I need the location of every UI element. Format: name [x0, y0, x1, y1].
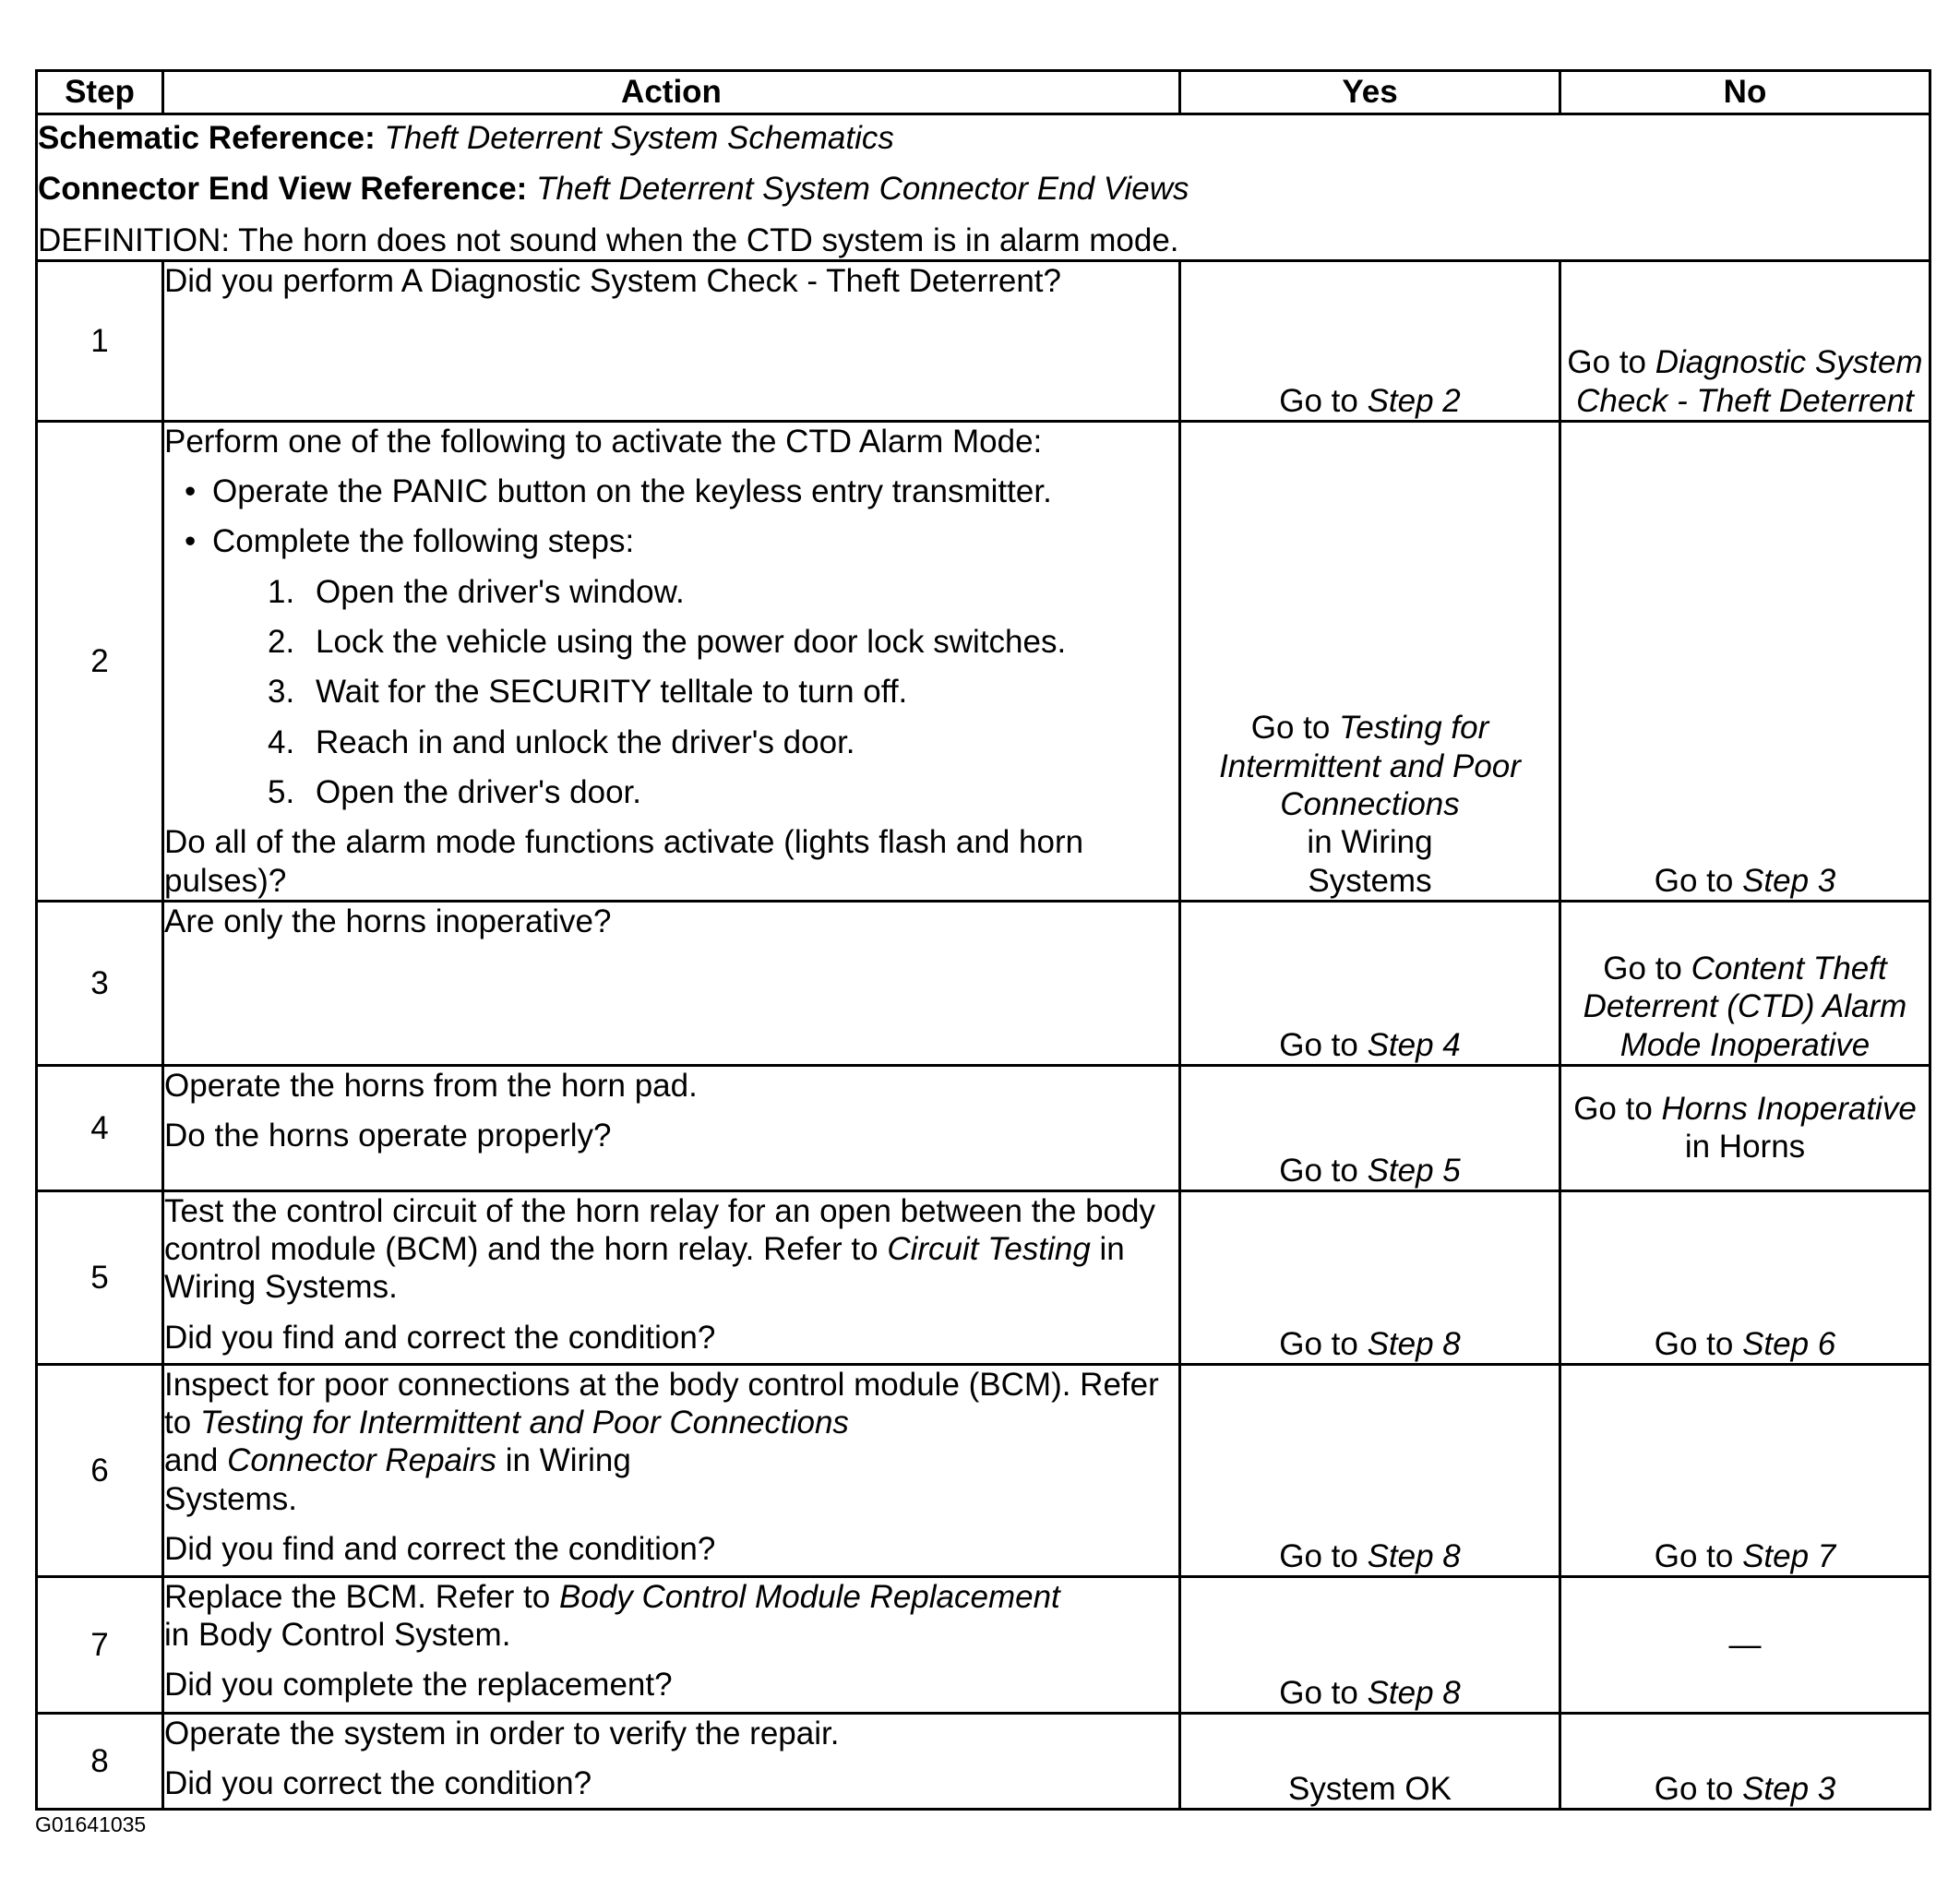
step-number: 4: [37, 1065, 163, 1190]
action-question: Did you correct the condition?: [164, 1765, 592, 1802]
result-link[interactable]: Step 8: [1367, 1537, 1461, 1574]
result-prefix: Go to: [1279, 1674, 1358, 1711]
yes-result: [1180, 1065, 1560, 1190]
result-link[interactable]: Step 2: [1367, 382, 1461, 419]
substep-item: [268, 673, 1178, 711]
result-prefix: Go to: [1250, 710, 1331, 747]
step-number: 2: [37, 421, 163, 901]
action-question: Did you find and correct the condition?: [164, 1531, 716, 1568]
step-row-5: [37, 1190, 1930, 1364]
header-no: No: [1560, 71, 1930, 114]
action-text: Operate the system in order to verify the repair.: [164, 1715, 840, 1752]
step-action: [163, 901, 1180, 1065]
step-action: [163, 1576, 1180, 1713]
step-row-7: [37, 1576, 1930, 1713]
action-question: Are only the horns inoperative?: [164, 903, 612, 939]
figure-id: G01641035: [35, 1812, 147, 1836]
result-prefix: Go to: [1603, 950, 1682, 986]
connector-reference-label: Connector End View Reference:: [38, 171, 528, 208]
substep-item: [268, 623, 1178, 661]
substep-text: Lock the vehicle using the power door lock switches.: [316, 624, 1067, 661]
substep-text: Open the driver's door.: [316, 773, 641, 810]
result-link[interactable]: Step 5: [1367, 1152, 1461, 1189]
result-prefix: Go to: [1279, 1325, 1358, 1362]
action-text-part: Replace the BCM. Refer to: [164, 1578, 551, 1615]
result-suffix: in Horns: [1684, 1129, 1806, 1166]
action-question: Did you find and correct the condition?: [164, 1319, 716, 1356]
action-text: [164, 1192, 1178, 1307]
yes-result: [1180, 1190, 1560, 1364]
no-result: [1560, 1576, 1930, 1713]
result-prefix: Go to: [1279, 1152, 1358, 1189]
substep-text: Reach in and unlock the driver's door.: [316, 723, 855, 760]
schematic-reference-link[interactable]: Theft Deterrent System Schematics: [384, 120, 894, 156]
substep-number: 5.: [268, 773, 295, 810]
result-prefix: Go to: [1279, 1026, 1358, 1063]
step-action: [163, 260, 1180, 421]
substep-item: [268, 723, 1178, 761]
step-action: [163, 1364, 1180, 1576]
step-row-6: [37, 1364, 1930, 1576]
action-text: [164, 1578, 1178, 1655]
result-link[interactable]: Content Theft Deterrent (CTD) Alarm Mode Inoperative: [1583, 950, 1907, 1063]
substep-text: Wait for the SECURITY telltale to turn off.: [316, 674, 908, 711]
result-link[interactable]: Step 6: [1742, 1325, 1836, 1362]
action-text-part: Inspect for poor connections at the body control module (BCM). Refer to: [164, 1366, 1159, 1441]
bullet-item: [185, 522, 1178, 811]
step-row-1: [37, 260, 1930, 421]
result-prefix: Go to: [1654, 862, 1734, 899]
bullet-text: Complete the following steps:: [212, 523, 635, 560]
yes-result: [1180, 1576, 1560, 1713]
step-number: 6: [37, 1364, 163, 1576]
no-result: [1560, 1190, 1930, 1364]
step-row-2: [37, 421, 1930, 901]
yes-result: [1180, 1364, 1560, 1576]
action-text-part: in Body Control System.: [164, 1617, 511, 1654]
header-row: [37, 71, 1930, 114]
action-text-part: and: [164, 1442, 219, 1479]
substep-list: [212, 573, 1178, 811]
result-link[interactable]: Horns Inoperative: [1661, 1091, 1917, 1128]
step-number: 7: [37, 1576, 163, 1713]
step-number: 3: [37, 901, 163, 1065]
step-number: 1: [37, 260, 163, 421]
step-action: [163, 1713, 1180, 1809]
substep-item: [268, 573, 1178, 611]
action-bullet-list: [164, 472, 1178, 811]
action-text-part: in Wiring: [505, 1442, 631, 1479]
yes-result: [1180, 901, 1560, 1065]
result-prefix: Go to: [1654, 1537, 1734, 1574]
step-number: 8: [37, 1713, 163, 1809]
result-link[interactable]: Step 8: [1367, 1325, 1461, 1362]
result-link[interactable]: Testing for Intermittent and Poor Connections: [1219, 710, 1521, 822]
yes-result: [1180, 260, 1560, 421]
definition: DEFINITION: The horn does not sound when the CTD system is in alarm mode.: [38, 221, 1179, 258]
substep-number: 3.: [268, 674, 295, 711]
result-link[interactable]: Step 8: [1367, 1674, 1461, 1711]
substep-number: 2.: [268, 624, 295, 661]
substep-number: 1.: [268, 573, 295, 610]
result-prefix: Go to: [1279, 382, 1358, 419]
action-text-part: Systems.: [164, 1480, 297, 1517]
step-action: [163, 1190, 1180, 1364]
step-row-4: [37, 1065, 1930, 1190]
header-yes: Yes: [1180, 71, 1560, 114]
step-row-3: [37, 901, 1930, 1065]
substep-item: [268, 773, 1178, 811]
action-link[interactable]: Connector Repairs: [227, 1442, 496, 1479]
action-text-part: Test the control circuit of the horn relay for an open between the body control module (BCM) and the horn relay. Refer to: [164, 1192, 1155, 1268]
result-prefix: Go to: [1654, 1770, 1734, 1807]
result-dash: —: [1728, 1626, 1762, 1663]
reference-cell: [37, 114, 1930, 261]
action-question: Did you complete the replacement?: [164, 1667, 673, 1704]
connector-reference-link[interactable]: Theft Deterrent System Connector End Views: [536, 171, 1189, 208]
no-result: [1560, 1713, 1930, 1809]
substep-text: Open the driver's window.: [316, 573, 685, 610]
result-link[interactable]: Step 3: [1742, 1770, 1836, 1807]
result-prefix: Go to: [1279, 1537, 1358, 1574]
result-prefix: Go to: [1573, 1091, 1653, 1128]
step-row-8: [37, 1713, 1930, 1809]
no-result: [1560, 421, 1930, 901]
bullet-item: [185, 472, 1178, 510]
bullet-icon: •: [185, 523, 197, 560]
bullet-icon: •: [185, 473, 197, 510]
no-result: [1560, 901, 1930, 1065]
diagnostic-table: [35, 69, 1931, 1811]
yes-result: [1180, 421, 1560, 901]
header-step: Step: [37, 71, 163, 114]
no-result: [1560, 1065, 1930, 1190]
schematic-reference-label: Schematic Reference:: [38, 120, 376, 156]
action-link[interactable]: Body Control Module Replacement: [558, 1578, 1060, 1615]
action-text-part: in Wiring Systems.: [164, 1231, 1125, 1306]
no-result: [1560, 260, 1930, 421]
reference-row: [37, 114, 1930, 261]
action-question: Did you perform A Diagnostic System Check - Theft Deterrent?: [164, 262, 1061, 299]
action-question: Do the horns operate properly?: [164, 1118, 612, 1154]
step-action: [163, 1065, 1180, 1190]
action-link[interactable]: Circuit Testing: [887, 1231, 1091, 1268]
result-suffix: Systems: [1308, 862, 1432, 899]
bullet-text: Operate the PANIC button on the keyless entry transmitter.: [212, 473, 1052, 510]
schematic-reference: [38, 119, 1929, 157]
substep-number: 4.: [268, 723, 295, 760]
result-link[interactable]: Step 7: [1742, 1537, 1836, 1574]
result-prefix: Go to: [1567, 344, 1647, 381]
action-intro: Perform one of the following to activate the CTD Alarm Mode:: [164, 423, 1043, 460]
step-action: [163, 421, 1180, 901]
action-text: Operate the horns from the horn pad.: [164, 1067, 698, 1104]
result-suffix: in Wiring: [1307, 824, 1433, 861]
connector-reference: [38, 170, 1929, 208]
result-link[interactable]: Diagnostic System Check - Theft Deterrent: [1576, 344, 1923, 419]
step-number: 5: [37, 1190, 163, 1364]
result-link[interactable]: Step 4: [1367, 1026, 1461, 1063]
yes-result: [1180, 1713, 1560, 1809]
header-action: Action: [163, 71, 1180, 114]
no-result: [1560, 1364, 1930, 1576]
result-link[interactable]: Step 3: [1742, 862, 1836, 899]
action-question: Do all of the alarm mode functions activate (lights flash and horn pulses)?: [164, 824, 1084, 899]
result-prefix: Go to: [1654, 1325, 1734, 1362]
action-link[interactable]: Testing for Intermittent and Poor Connections: [199, 1405, 849, 1441]
result-text: System OK: [1288, 1770, 1452, 1807]
action-text: [164, 1366, 1178, 1518]
